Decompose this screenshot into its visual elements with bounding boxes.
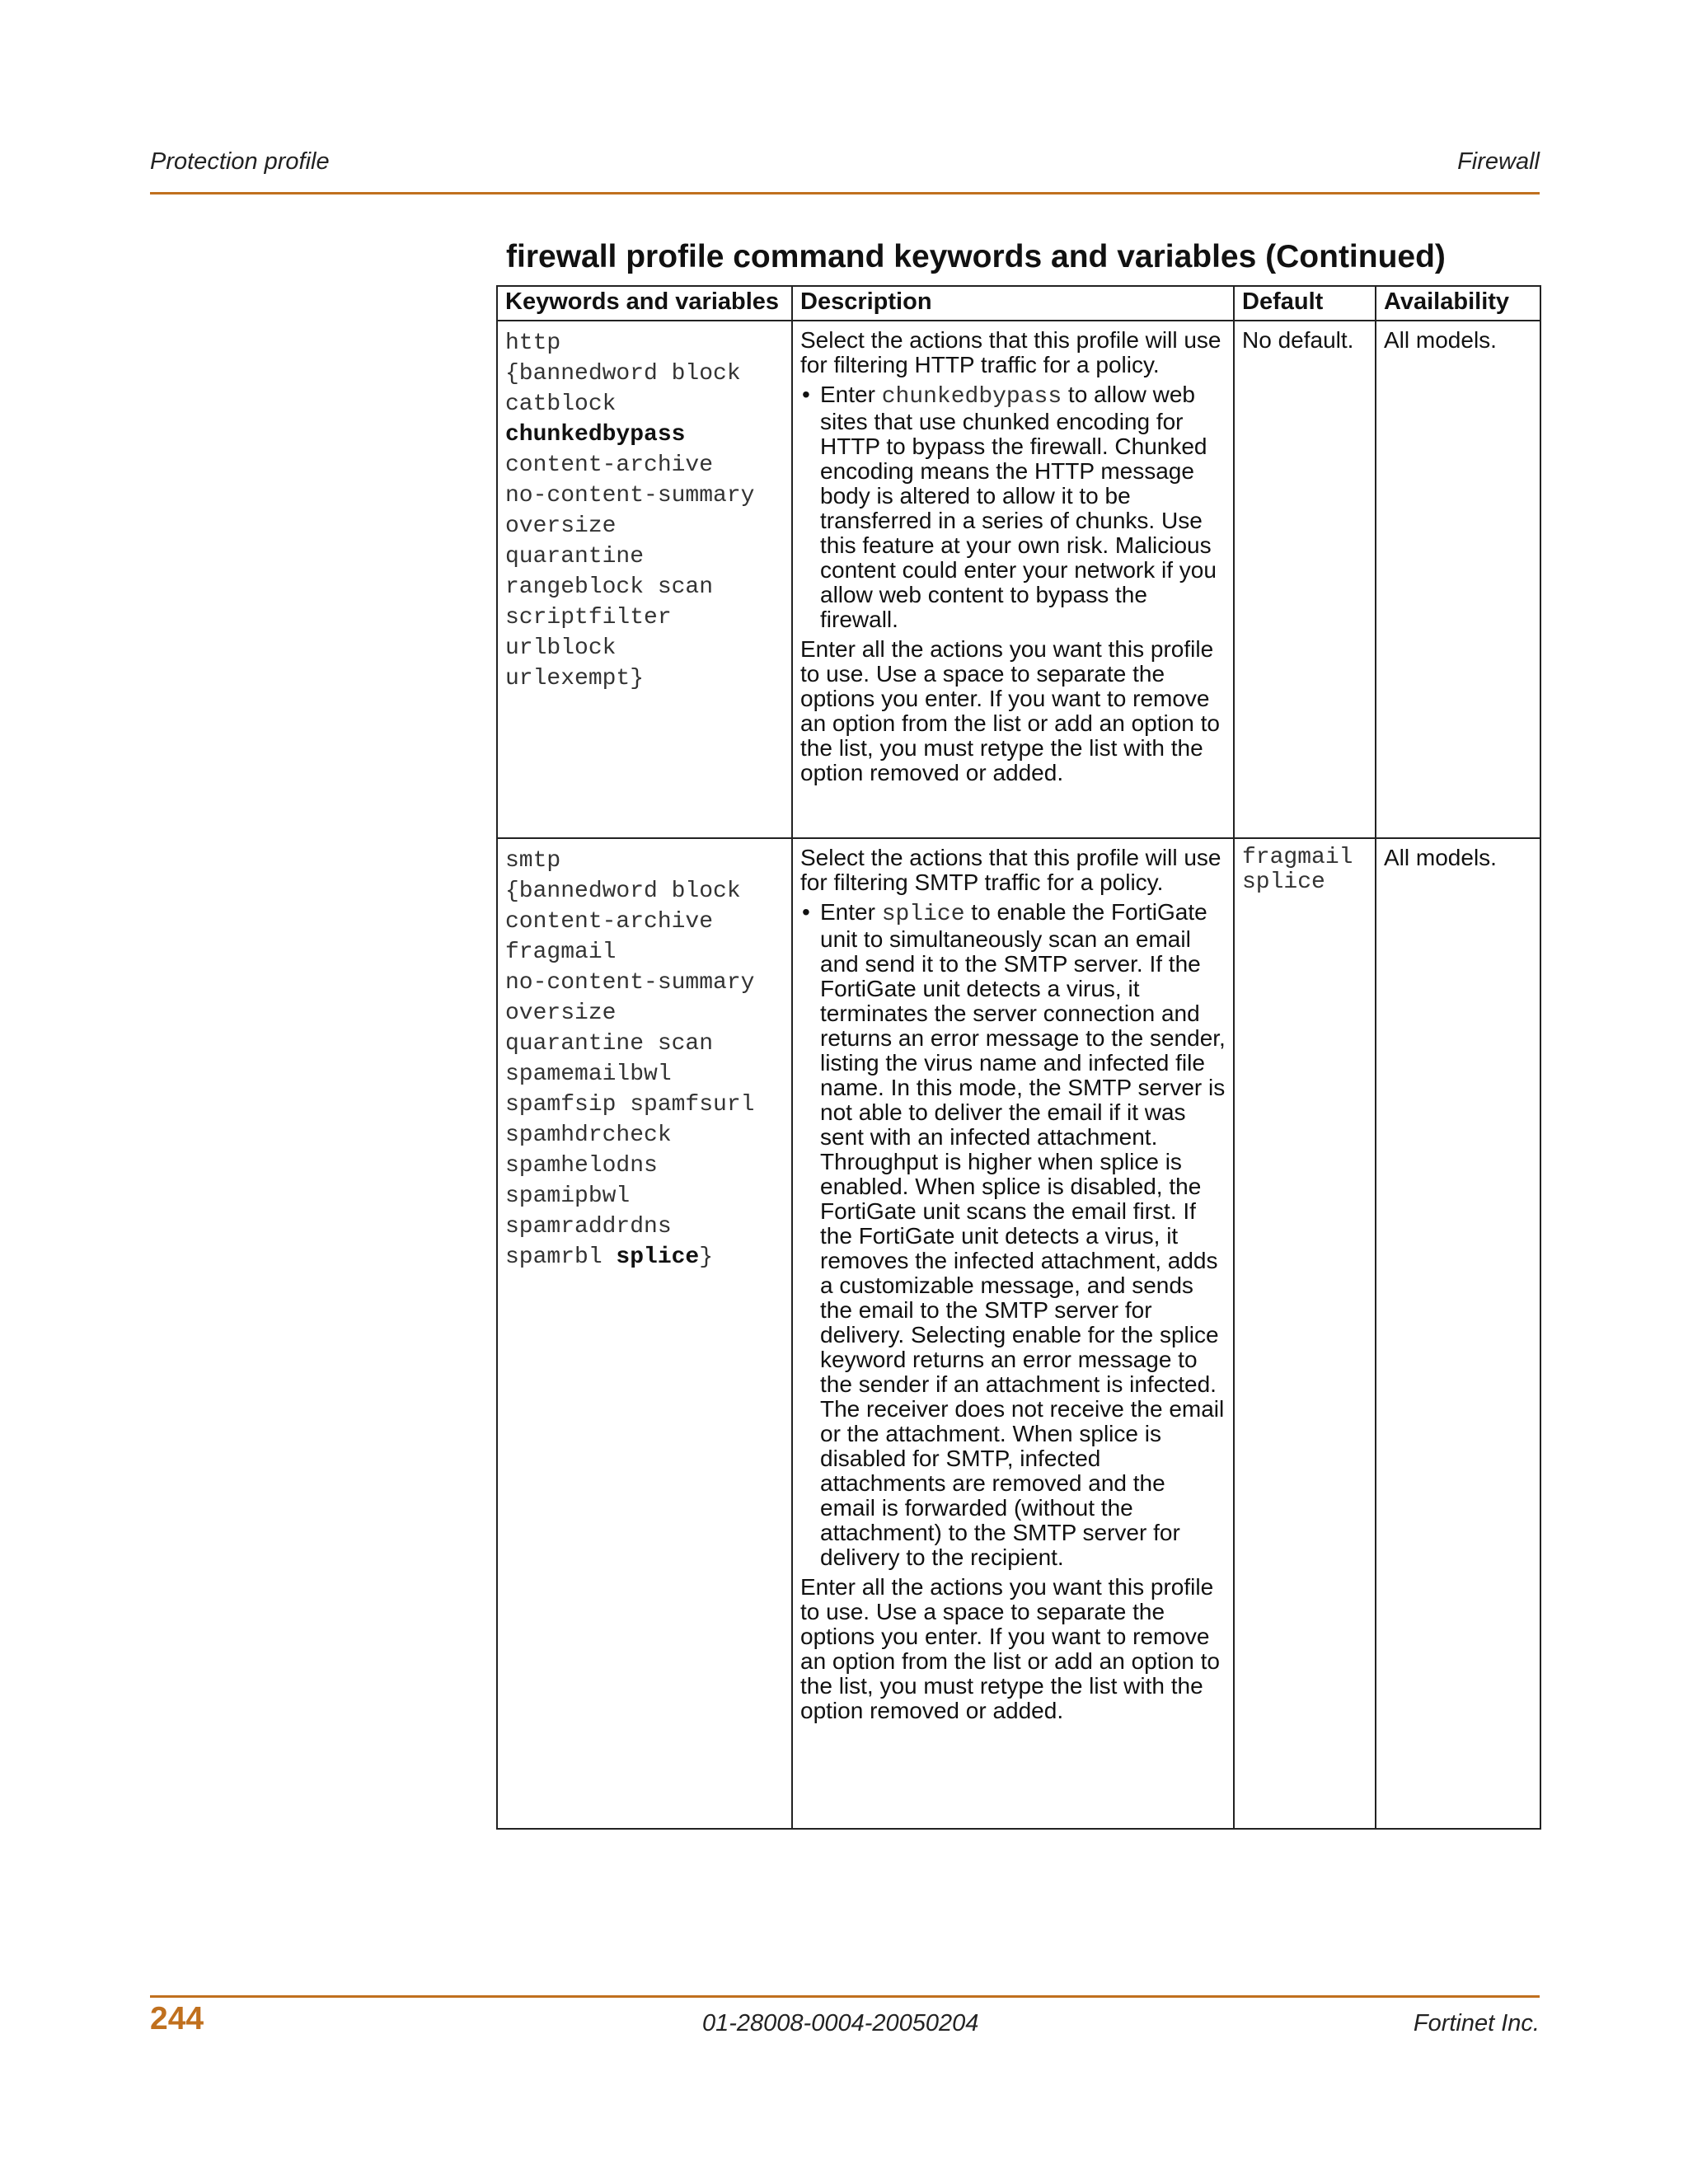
bullet-text-pre: Enter xyxy=(820,382,882,407)
bullet-icon: • xyxy=(802,899,810,925)
header-section-title: Protection profile xyxy=(150,148,330,175)
keyword: scriptfilter xyxy=(505,605,672,630)
default-value: splice xyxy=(1242,869,1325,895)
bullet-text-pre: Enter xyxy=(820,899,882,925)
keyword: oversize xyxy=(505,513,617,539)
keyword: no-content-summary xyxy=(505,483,755,509)
default-value: fragmail xyxy=(1242,845,1353,870)
keyword: spamhelodns xyxy=(505,1153,658,1179)
keywords-table xyxy=(496,285,1541,1830)
keyword: smtp xyxy=(505,848,561,874)
keyword xyxy=(505,1242,784,1272)
keyword: {bannedword block xyxy=(505,361,741,387)
table-title: firewall profile command keywords and variables (Continued) xyxy=(506,239,1446,274)
description-outro: Enter all the actions you want this profile to use. Use a space to separate the options you enter. If you want to remove an option from the list or add an option to the list, you must retype the list with the option removed or added. xyxy=(800,636,1220,785)
column-header-default: Default xyxy=(1234,286,1376,321)
keyword-bold: splice xyxy=(616,1244,700,1270)
page-footer xyxy=(150,2001,1540,2042)
keyword: quarantine scan xyxy=(505,1031,714,1057)
column-header-availability: Availability xyxy=(1376,286,1540,321)
keyword-post: } xyxy=(699,1244,714,1270)
keyword: catblock xyxy=(505,391,617,417)
keyword: oversize xyxy=(505,1001,617,1026)
keyword: rangeblock scan xyxy=(505,574,714,600)
header-rule xyxy=(150,192,1540,194)
description-outro: Enter all the actions you want this profile to use. Use a space to separate the options you enter. If you want to remove an option from the list or add an option to the list, you must retype the list with the option removed or added. xyxy=(800,1574,1220,1723)
bullet-code: chunkedbypass xyxy=(881,384,1062,410)
table-row xyxy=(497,838,1540,1829)
keywords-cell xyxy=(497,321,792,838)
bullet-code: splice xyxy=(881,902,965,927)
header-chapter-title: Firewall xyxy=(1457,148,1540,175)
keyword: urlexempt} xyxy=(505,666,645,691)
keyword: content-archive xyxy=(505,452,714,478)
table-header-row xyxy=(497,286,1540,321)
bullet-icon: • xyxy=(802,382,810,407)
bullet-text-post: to enable the FortiGate unit to simultaneously scan an email and send it to the SMTP server. If the FortiGate unit detects a virus, it terminates the server connection and returns an error message to the sender, listing the virus name and infected file name. In this mode, the SMTP server is not able to deliver the email if it was sent with an infected attachment. Throughput is higher when splice is enabled. When splice is disabled, the FortiGate unit scans the email first. If the FortiGate unit detects a virus, it removes the infected attachment, adds a customizable message, and sends the email to the SMTP server for delivery. Selecting enable for the splice keyword returns an error message to the sender if an attachment is infected. The receiver does not receive the email or the attachment. When splice is disabled for SMTP, infected attachments are removed and the email is forwarded (without the attachment) to the SMTP server for delivery to the recipient. xyxy=(820,899,1226,1570)
keyword: quarantine xyxy=(505,544,645,569)
company-name: Fortinet Inc. xyxy=(1413,2010,1540,2036)
keyword: spamemailbwl xyxy=(505,1062,672,1087)
keyword: content-archive xyxy=(505,909,714,935)
keyword: spamfsip spamfsurl xyxy=(505,1092,755,1118)
keyword: {bannedword block xyxy=(505,879,741,904)
keywords-cell xyxy=(497,838,792,1829)
keyword-pre: spamrbl xyxy=(505,1244,617,1270)
description-cell xyxy=(792,838,1234,1829)
keyword: spamraddrdns xyxy=(505,1214,672,1240)
default-cell xyxy=(1234,838,1376,1829)
keyword: no-content-summary xyxy=(505,970,755,996)
column-header-description: Description xyxy=(792,286,1234,321)
footer-rule xyxy=(150,1995,1540,1998)
keyword xyxy=(505,419,784,450)
keyword: spamhdrcheck xyxy=(505,1122,672,1148)
description-bullet xyxy=(800,900,1226,1570)
document-id: 01-28008-0004-20050204 xyxy=(702,2010,979,2036)
table-row xyxy=(497,321,1540,838)
bullet-text-post: to allow web sites that use chunked encoding for HTTP to bypass the firewall. Chunked encoding means the HTTP message body is altered to allow it to be transferred in a series of chunks. Use this feature at your own risk. Malicious content could enter your network if you allow web content to bypass the firewall. xyxy=(820,382,1217,632)
keyword: http xyxy=(505,330,561,356)
keyword: spamipbwl xyxy=(505,1183,631,1209)
page-number: 244 xyxy=(150,2001,204,2036)
availability-cell: All models. xyxy=(1376,838,1540,1829)
keyword-bold: chunkedbypass xyxy=(505,422,686,448)
description-cell xyxy=(792,321,1234,838)
description-intro: Select the actions that this profile will use for filtering HTTP traffic for a policy. xyxy=(800,327,1221,377)
description-bullet xyxy=(800,382,1226,632)
keyword: fragmail xyxy=(505,940,617,965)
description-intro: Select the actions that this profile will use for filtering SMTP traffic for a policy. xyxy=(800,845,1221,895)
availability-cell: All models. xyxy=(1376,321,1540,838)
default-cell: No default. xyxy=(1234,321,1376,838)
keyword: urlblock xyxy=(505,635,617,661)
column-header-keywords: Keywords and variables xyxy=(497,286,792,321)
